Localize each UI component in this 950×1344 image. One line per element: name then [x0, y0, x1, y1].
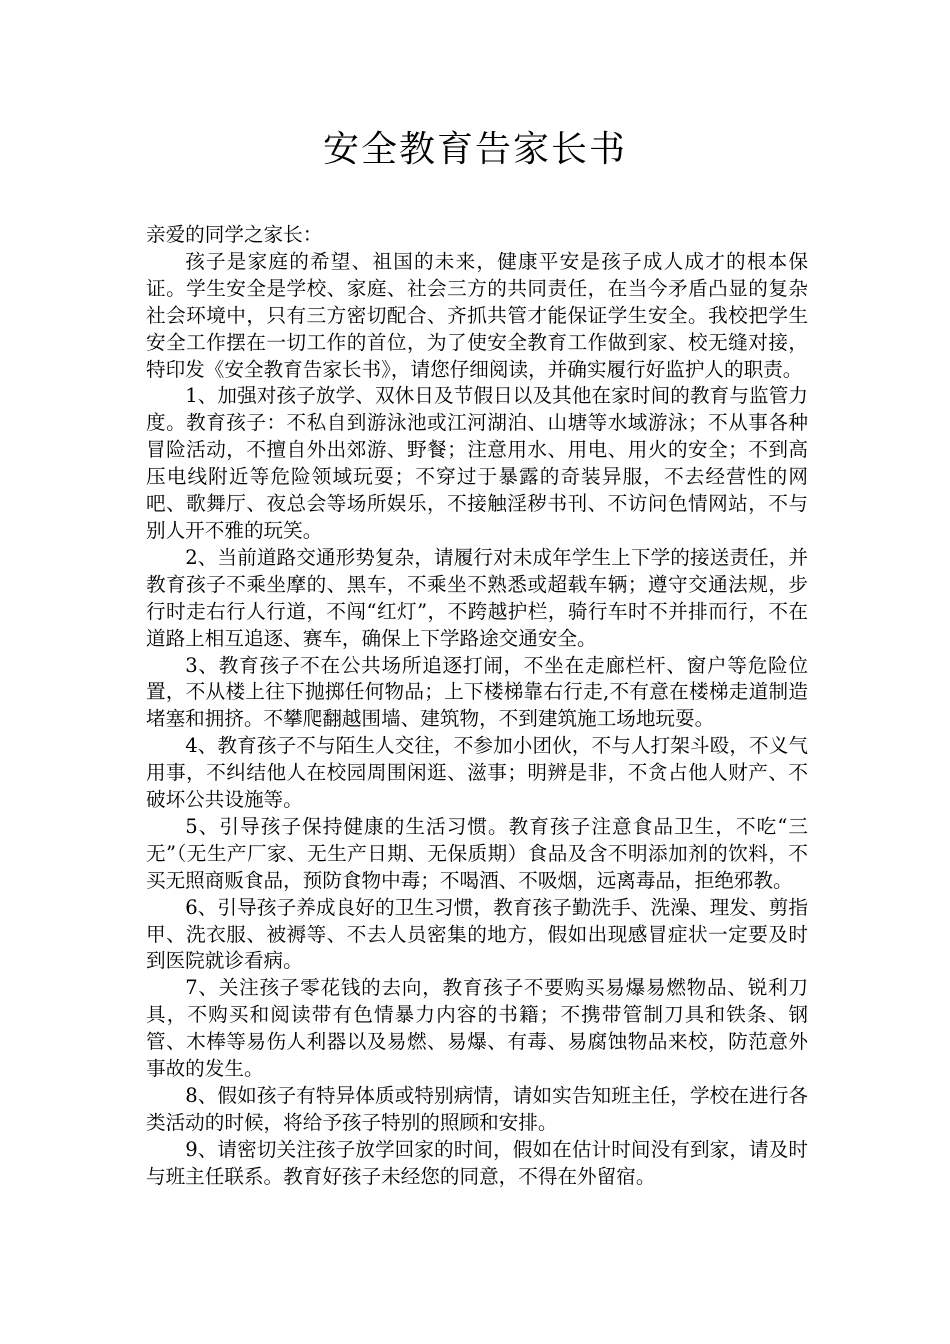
paragraph-item-4: 4、教育孩子不与陌生人交往，不参加小团伙，不与人打架斗殴，不义气用事，不纠结他人在校园周围闲逛、滋事；明辨是非，不贪占他人财产、不破坏公共设施等。: [146, 734, 808, 812]
paragraph-item-1: 1、加强对孩子放学、双休日及节假日以及其他在家时间的教育与监管力度。教育孩子：不私自到游泳池或江河湖泊、山塘等水域游泳；不从事各种冒险活动，不擅自外出郊游、野餐；注意用水、用电、用火的安全；不到高压电线附近等危险领域玩耍；不穿过于暴露的奇装异服，不去经营性的网吧、歌舞厅、夜总会等场所娱乐，不接触淫秽书刊、不访问色情网站，不与别人开不雅的玩笑。: [146, 384, 808, 542]
letter-body: [146, 222, 808, 1191]
paragraph-item-8: 8、假如孩子有特异体质或特别病情，请如实告知班主任，学校在进行各类活动的时候，将给予孩子特别的照顾和安排。: [146, 1084, 808, 1134]
page-title: 安全教育告家长书: [322, 129, 627, 170]
paragraph-item-6: 6、引导孩子养成良好的卫生习惯，教育孩子勤洗手、洗澡、理发、剪指甲、洗衣服、被褥等、不去人员密集的地方，假如出现感冒症状一定要及时到医院就诊看病。: [146, 895, 808, 973]
paragraph-item-3: 3、教育孩子不在公共场所追逐打闹，不坐在走廊栏杆、窗户等危险位置，不从楼上往下抛掷任何物品；上下楼梯靠右行走,不有意在楼梯走道制造堵塞和拥挤。不攀爬翻越围墙、建筑物，不到建筑施工场地玩耍。: [146, 653, 808, 731]
paragraph-item-7: 7、关注孩子零花钱的去向，教育孩子不要购买易爆易燃物品、锐利刀具，不购买和阅读带有色情暴力内容的书籍；不携带管制刀具和铁条、钢管、木棒等易伤人利器以及易燃、易爆、有毒、易腐蚀物品来校，防范意外事故的发生。: [146, 976, 808, 1081]
paragraph-intro: 孩子是家庭的希望、祖国的未来，健康平安是孩子成人成才的根本保证。学生安全是学校、家庭、社会三方的共同责任，在当今矛盾凸显的复杂社会环境中，只有三方密切配合、齐抓共管才能保证学生安全。我校把学生安全工作摆在一切工作的首位，为了使安全教育工作做到家、校无缝对接，特印发《安全教育告家长书》，请您仔细阅读，并确实履行好监护人的职责。: [146, 249, 808, 381]
paragraph-item-5: 5、引导孩子保持健康的生活习惯。教育孩子注意食品卫生，不吃“三无”（无生产厂家、无生产日期、无保质期）食品及含不明添加剂的饮料，不买无照商贩食品，预防食物中毒；不喝酒、不吸烟，远离毒品，拒绝邪教。: [146, 814, 808, 892]
salutation: 亲爱的同学之家长：: [146, 223, 323, 246]
paragraph-item-2: 2、当前道路交通形势复杂，请履行对未成年学生上下学的接送责任，并教育孩子不乘坐摩的、黑车，不乘坐不熟悉或超载车辆；遵守交通法规，步行时走右行人行道，不闯“红灯”，不跨越护栏，骑行车时不并排而行，不在道路上相互追逐、赛车，确保上下学路途交通安全。: [146, 545, 808, 650]
paragraph-item-9: 9、请密切关注孩子放学回家的时间，假如在估计时间没有到家，请及时与班主任联系。教育好孩子未经您的同意，不得在外留宿。: [146, 1137, 808, 1188]
